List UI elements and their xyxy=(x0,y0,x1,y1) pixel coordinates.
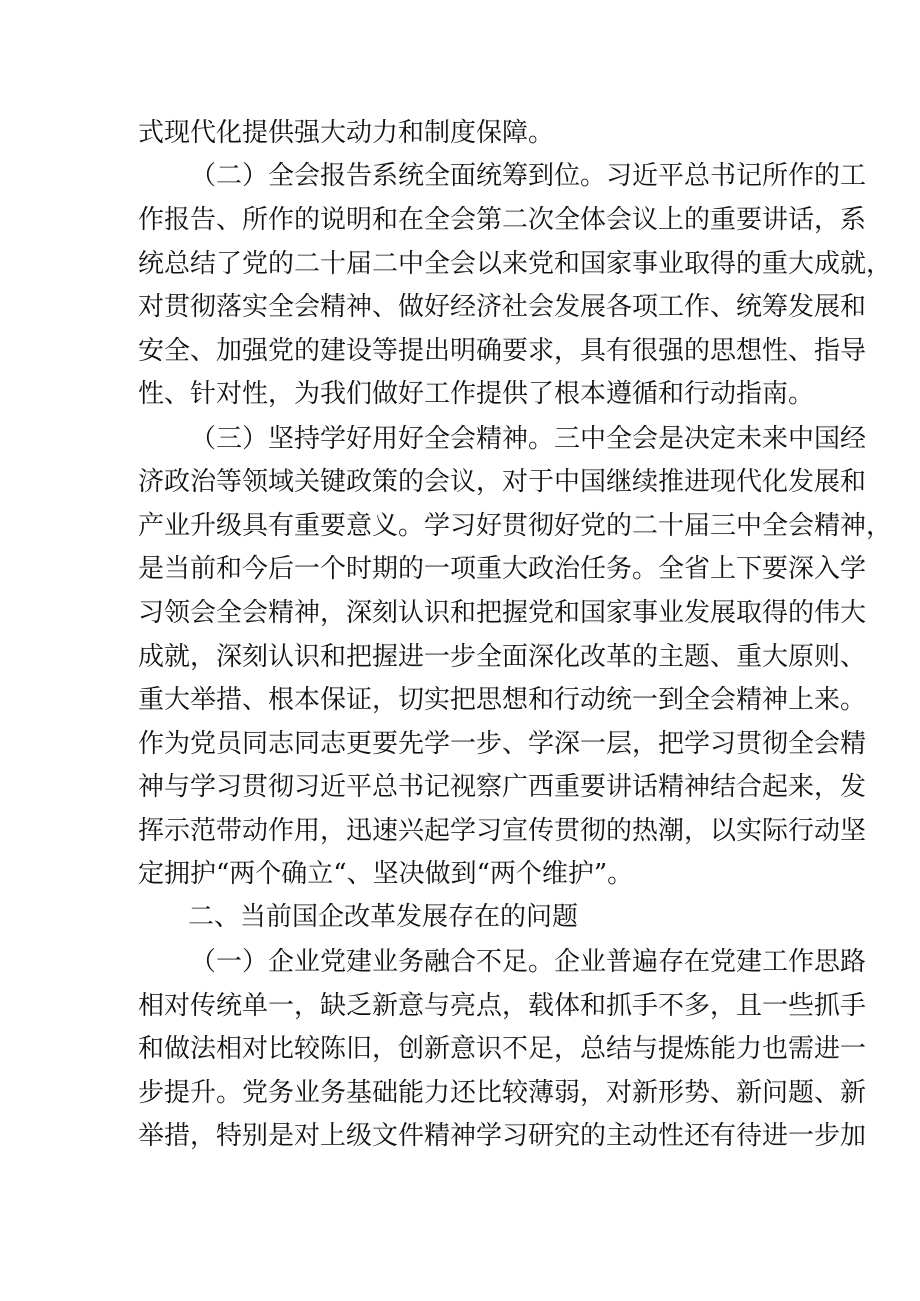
text-line-11: 是当前和今后一个时期的一项重大政治任务。全省上下要深入学 xyxy=(138,554,867,584)
text-line-16: 神与学习贯彻习近平总书记视察广西重要讲话精神结合起来，发 xyxy=(138,772,867,802)
text-line-9: 济政治等领域关键政策的会议，对于中国继续推进现代化发展和 xyxy=(138,467,867,497)
text-line-17: 挥示范带动作用，迅速兴起学习宣传贯彻的热潮，以实际行动坚 xyxy=(138,816,867,846)
text-line-21: 和做法相对比较陈旧，创新意识不足，总结与提炼能力也需进一 xyxy=(138,1034,867,1064)
text-line-14: 重大举措、根本保证，切实把思想和行动统一到全会精神上来。 xyxy=(138,685,867,715)
text-line-8: （三）坚持学好用好全会精神。三中全会是决定未来中国经 xyxy=(190,424,867,454)
text-line-10: 产业升级具有重要意义。学习好贯彻好党的二十届三中全会精神， xyxy=(138,511,893,541)
text-line-23: 举措，特别是对上级文件精神学习研究的主动性还有待进一步加 xyxy=(138,1121,867,1151)
text-line-20: 相对传统单一，缺乏新意与亮点，载体和抓手不多，且一些抓手 xyxy=(138,991,867,1021)
text-line-5: 对贯彻落实全会精神、做好经济社会发展各项工作、统筹发展和 xyxy=(138,292,867,322)
text-line-15: 作为党员同志同志更要先学一步、学深一层，把学习贯彻全会精 xyxy=(138,729,867,759)
section-heading: 二、当前国企改革发展存在的问题 xyxy=(188,902,579,932)
text-line-12: 习领会全会精神，深刻认识和把握党和国家事业发展取得的伟大 xyxy=(138,598,867,628)
text-line-2: （二）全会报告系统全面统筹到位。习近平总书记所作的工 xyxy=(190,161,867,191)
text-line-22: 步提升。党务业务基础能力还比较薄弱，对新形势、新问题、新 xyxy=(138,1078,867,1108)
text-line-6: 安全、加强党的建设等提出明确要求，具有很强的思想性、指导 xyxy=(138,336,867,366)
text-line-13: 成就，深刻认识和把握进一步全面深化改革的主题、重大原则、 xyxy=(138,642,867,672)
text-line-1: 式现代化提供强大动力和制度保障。 xyxy=(138,118,555,148)
text-line-3: 作报告、所作的说明和在全会第二次全体会议上的重要讲话，系 xyxy=(138,205,867,235)
text-line-7: 性、针对性，为我们做好工作提供了根本遵循和行动指南。 xyxy=(138,379,815,409)
text-line-18: 定拥护“两个确立“、坚决做到“两个维护”。 xyxy=(138,859,634,889)
text-line-19: （一）企业党建业务融合不足。企业普遍存在党建工作思路 xyxy=(190,947,867,977)
text-line-4: 统总结了党的二十届二中全会以来党和国家事业取得的重大成就， xyxy=(138,249,893,279)
